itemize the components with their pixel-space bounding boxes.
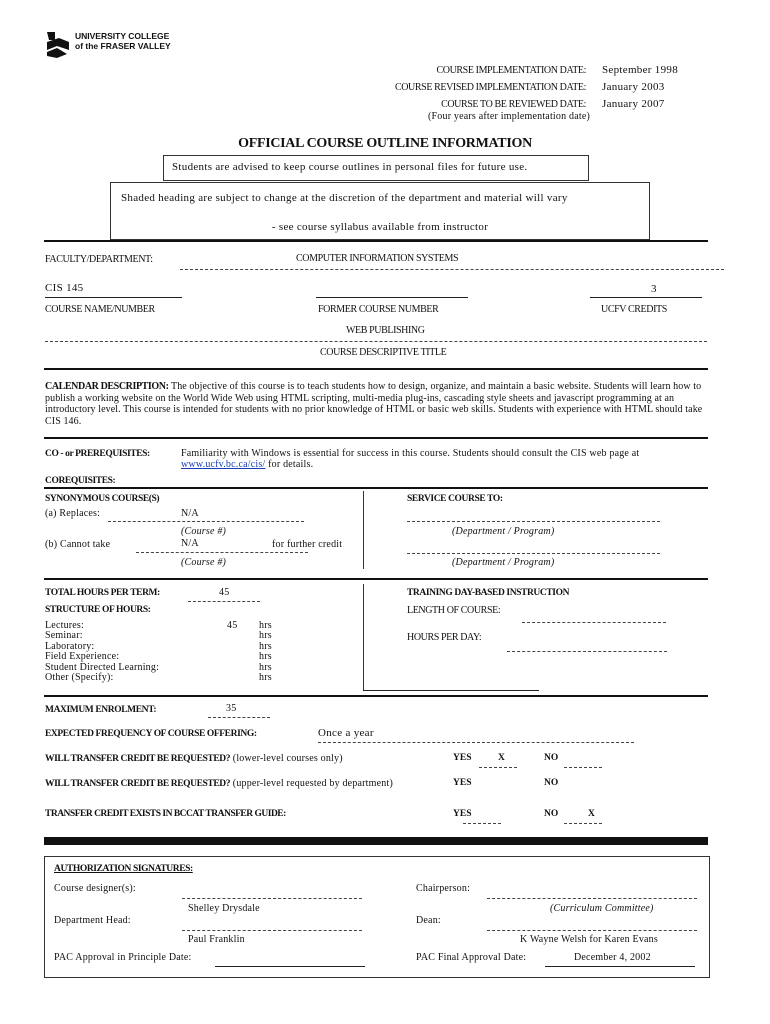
authorization-label: AUTHORIZATION SIGNATURES: (54, 864, 193, 874)
head-label: Department Head: (54, 915, 131, 926)
divider-hours (363, 584, 364, 690)
length-label: LENGTH OF COURSE: (407, 605, 501, 616)
head-line (182, 930, 362, 931)
calendar-description (45, 381, 710, 427)
guide-no-label: NO (544, 809, 559, 819)
lower-yes-mark: X (498, 753, 505, 763)
cannot-take-value: N/A (181, 538, 199, 549)
prereq-after-link: for details. (268, 459, 314, 470)
transfer-lower-label: WILL TRANSFER CREDIT BE REQUESTED? (45, 754, 231, 764)
hours-row-label: Lectures: (45, 620, 85, 631)
hours-row-label: Other (Specify): (45, 671, 114, 683)
upper-no-label: NO (544, 778, 559, 788)
shaded-note-text: Shaded heading are subject to change at the discretion of the department and material will vary (121, 192, 568, 204)
further-credit-label: for further credit (272, 539, 343, 550)
transfer-upper-row (45, 778, 393, 789)
replaces-value: N/A (181, 508, 199, 519)
course-hint-1: (Course #) (181, 526, 227, 537)
credits-line (590, 297, 702, 298)
revised-date-value: January 2003 (602, 81, 665, 93)
guide-no-mark: X (588, 809, 595, 819)
review-date-value: January 2007 (602, 98, 665, 110)
logo-line1: UNIVERSITY COLLEGE (75, 31, 170, 41)
ufv-logo-icon (45, 30, 71, 60)
divider-hours-foot (363, 690, 539, 691)
rule-enrolment (44, 695, 708, 697)
credits-value: 3 (651, 283, 657, 295)
transfer-lower-row (45, 753, 343, 764)
cannot-take-line (136, 552, 308, 553)
hours-row-unit: hrs (259, 651, 272, 663)
pac-principle-label: PAC Approval in Principle Date: (54, 952, 192, 963)
guide-yes-label: YES (453, 809, 472, 819)
hours-row-label: Student Directed Learning: (45, 661, 160, 673)
syllabus-note: - see course syllabus available from instructor (271, 221, 489, 233)
hours-row-unit: hrs (259, 671, 272, 683)
coreq-label: COREQUISITES: (45, 476, 116, 486)
hours-row-value: 45 (227, 620, 238, 631)
prereq-text-block (181, 448, 701, 470)
rule-hours (44, 578, 708, 580)
lower-no-line (564, 767, 602, 768)
former-number-line (316, 297, 468, 298)
training-label: TRAINING DAY-BASED INSTRUCTION (407, 588, 570, 598)
service-hint-2: (Department / Program) (452, 557, 555, 568)
ufv-logo (45, 30, 185, 62)
logo-line2: of the FRASER VALLEY (75, 41, 171, 51)
guide-no-line (564, 823, 602, 824)
former-number-label: FORMER COURSE NUMBER (318, 304, 439, 315)
length-line (522, 622, 666, 623)
notice-text: Students are advised to keep course outlines in personal files for future use. (172, 161, 528, 173)
pac-final-label: PAC Final Approval Date: (416, 952, 527, 963)
head-value: Paul Franklin (188, 934, 245, 945)
faculty-value: COMPUTER INFORMATION SYSTEMS (296, 253, 459, 264)
frequency-value: Once a year (318, 727, 374, 739)
cannot-take-label: (b) Cannot take (45, 539, 111, 550)
hours-row-label: Laboratory: (45, 640, 95, 652)
service-line-2 (407, 553, 660, 554)
transfer-upper-label: WILL TRANSFER CREDIT BE REQUESTED? (45, 779, 231, 789)
pac-final-value: December 4, 2002 (574, 952, 651, 963)
chair-hint: (Curriculum Committee) (550, 903, 654, 914)
credits-label: UCFV CREDITS (601, 304, 667, 315)
service-line-1 (407, 521, 660, 522)
prereq-text: Familiarity with Windows is essential for success in this course. Students should consult the CIS web page at (181, 448, 640, 459)
course-title: WEB PUBLISHING (346, 325, 425, 336)
hours-rows (45, 621, 305, 683)
total-hours-line (188, 601, 260, 602)
designer-label: Course designer(s): (54, 883, 136, 894)
replaces-label: (a) Replaces: (45, 508, 101, 519)
rule-calendar (44, 368, 708, 370)
dean-label: Dean: (416, 915, 441, 926)
prereq-label: CO - or PREREQUISITES: (45, 449, 150, 459)
total-hours-label: TOTAL HOURS PER TERM: (45, 588, 160, 598)
hours-per-day-line (507, 651, 667, 652)
rule-synonymous (44, 487, 708, 489)
designer-line (182, 898, 362, 899)
hours-row-unit: hrs (259, 640, 272, 652)
structure-label: STRUCTURE OF HOURS: (45, 605, 151, 615)
faculty-line (180, 269, 724, 270)
transfer-lower-note: (lower-level courses only) (232, 753, 343, 764)
chair-label: Chairperson: (416, 883, 471, 894)
course-hint-2: (Course #) (181, 557, 227, 568)
dean-value: K Wayne Welsh for Karen Evans (520, 934, 658, 945)
notice-box (163, 155, 589, 181)
guide-yes-line (463, 823, 501, 824)
hours-row (45, 673, 305, 683)
frequency-line (318, 742, 634, 743)
course-title-line (45, 341, 707, 342)
hours-row-unit: hrs (259, 630, 272, 642)
hours-row-label: Field Experience: (45, 651, 120, 663)
review-date-note: (Four years after implementation date) (428, 111, 590, 122)
transfer-upper-note: (upper-level requested by department) (232, 778, 393, 789)
chair-line (487, 898, 697, 899)
course-title-label: COURSE DESCRIPTIVE TITLE (320, 347, 447, 358)
dean-line (487, 930, 697, 931)
review-date-label: COURSE TO BE REVIEWED DATE: (441, 99, 586, 110)
divider-synonymous (363, 491, 364, 569)
transfer-guide-label: TRANSFER CREDIT EXISTS IN BCCAT TRANSFER GUIDE: (45, 809, 286, 819)
total-hours-value: 45 (219, 587, 230, 598)
shaded-note-box (110, 182, 650, 240)
frequency-label: EXPECTED FREQUENCY OF COURSE OFFERING: (45, 729, 257, 739)
impl-date-value: September 1998 (602, 64, 678, 76)
course-number-line (45, 297, 182, 298)
synonymous-label: SYNONYMOUS COURSE(S) (45, 494, 160, 504)
hours-row-unit: hrs (259, 620, 272, 631)
service-label: SERVICE COURSE TO: (407, 494, 503, 504)
pac-final-line (545, 966, 695, 967)
hours-row-label: Seminar: (45, 630, 83, 642)
course-number-label: COURSE NAME/NUMBER (45, 304, 155, 315)
hours-per-day-label: HOURS PER DAY: (407, 632, 482, 643)
calendar-text: The objective of this course is to teach students how to design, organize, and maintain a basic website. Students will learn how to publish a working website on the World Wide Web using HTML scripting, multi-media plug-ins, cascading style sheets and javascript programming at an introductory level. This course is intended for students with no prior knowledge of HTML or basic web skills. Students with experience with HTML should take CIS 146. (45, 381, 703, 427)
enrolment-label: MAXIMUM ENROLMENT: (45, 705, 157, 715)
enrolment-value: 35 (226, 703, 237, 714)
impl-date-label: COURSE IMPLEMENTATION DATE: (436, 65, 586, 76)
rule-top (44, 240, 708, 242)
faculty-label: FACULTY/DEPARTMENT: (45, 254, 153, 265)
lower-no-label: NO (544, 753, 559, 763)
designer-value: Shelley Drysdale (188, 903, 260, 914)
service-hint-1: (Department / Program) (452, 526, 555, 537)
lower-yes-label: YES (453, 753, 472, 763)
hours-row-unit: hrs (259, 661, 272, 673)
revised-date-label: COURSE REVISED IMPLEMENTATION DATE: (394, 82, 586, 93)
replaces-line (108, 521, 304, 522)
cis-web-link[interactable]: www.ucfv.bc.ca/cis/ (181, 459, 266, 470)
course-number: CIS 145 (45, 282, 84, 294)
calendar-label: CALENDAR DESCRIPTION: (45, 381, 169, 392)
pac-principle-line (215, 966, 365, 967)
rule-prereq (44, 437, 708, 439)
enrolment-line (208, 717, 270, 718)
upper-yes-label: YES (453, 778, 472, 788)
lower-yes-line (479, 767, 517, 768)
page-title: OFFICIAL COURSE OUTLINE INFORMATION (238, 136, 532, 151)
rule-bottom (44, 837, 708, 845)
